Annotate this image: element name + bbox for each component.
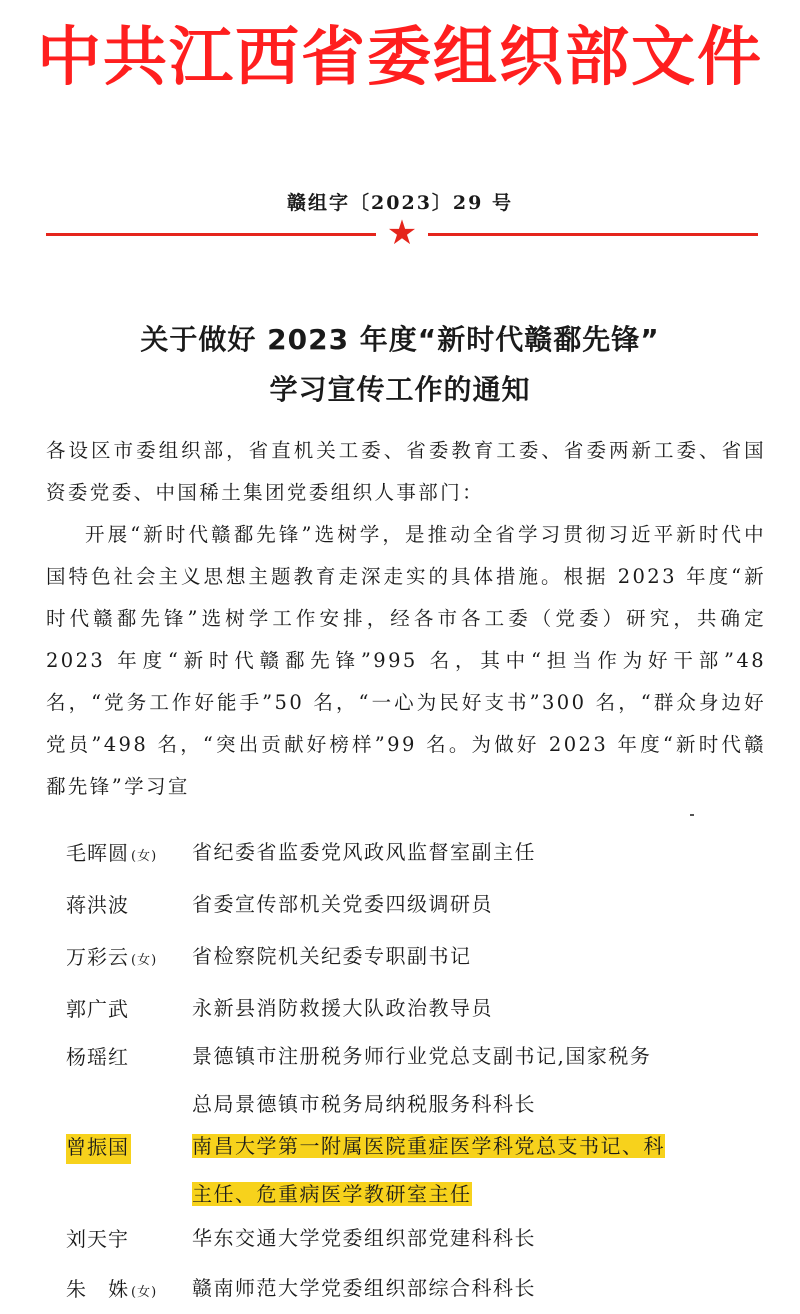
honoree-name: 曾振国 xyxy=(66,1134,131,1164)
honoree-role: 景德镇市注册税务师行业党总支副书记,国家税务 总局景德镇市税务局纳税服务科科长 xyxy=(192,1044,652,1116)
notice-body xyxy=(46,430,766,808)
honoree-role: 省纪委省监委党风政风监督室副主任 xyxy=(192,840,536,864)
honoree-role: 省委宣传部机关党委四级调研员 xyxy=(192,892,493,916)
honoree-name: 蒋洪波 xyxy=(66,893,129,917)
document-header-title: 中共江西省委组织部文件 xyxy=(37,21,763,95)
honoree-name: 朱 姝 (女) xyxy=(66,1277,158,1301)
honoree-role: 南昌大学第一附属医院重症医学科党总支书记、科 主任、危重病医学教研室主任 xyxy=(192,1134,665,1206)
body-paragraph: 开展“新时代赣鄱先锋”选树学，是推动全省学习贯彻习近平新时代中国特色社会主义思想主题教育走深走实的具体措施。根据 2023 年度“新时代赣鄱先锋”选树学工作安排，经各市各工委（党委）研究，共确定 2023 年度“新时代赣鄱先锋”995 名，其中“担当作为好干部”48 名，“党务工作好能手”50 名，“一心为民好支书”300 名，“群众身边好党员”498 名，“突出贡献好榜样”99 名。为做好 2023 年度“新时代赣鄱先锋”学习宣 xyxy=(46,523,766,798)
red-star-icon: ★ xyxy=(386,213,418,253)
addressee: 各设区市委组织部，省直机关工委、省委教育工委、省委两新工委、省国资委党委、中国稀土集团党委组织人事部门： xyxy=(46,439,766,504)
notice-title-line-2: 学习宣传工作的通知 xyxy=(269,373,531,406)
honoree-name: 万彩云 (女) xyxy=(66,945,158,969)
honoree-role: 永新县消防救援大队政治教导员 xyxy=(192,996,493,1020)
honoree-name: 刘天宇 xyxy=(66,1227,129,1251)
honoree-role: 省检察院机关纪委专职副书记 xyxy=(192,944,472,968)
honoree-name: 杨瑶红 xyxy=(66,1045,129,1069)
honoree-name: 郭广武 xyxy=(66,997,129,1021)
honoree-role: 华东交通大学党委组织部党建科科长 xyxy=(192,1226,536,1250)
honoree-role: 赣南师范大学党委组织部综合科科长 xyxy=(192,1276,536,1300)
notice-title-line-1: 关于做好 2023 年度“新时代赣鄱先锋” xyxy=(140,323,660,356)
red-divider-right xyxy=(428,233,758,236)
scan-mark xyxy=(690,814,694,816)
document-number: 赣组字〔2023〕29 号 xyxy=(287,192,513,214)
honoree-name: 毛晖圆 (女) xyxy=(66,841,158,865)
red-divider-left xyxy=(46,233,376,236)
